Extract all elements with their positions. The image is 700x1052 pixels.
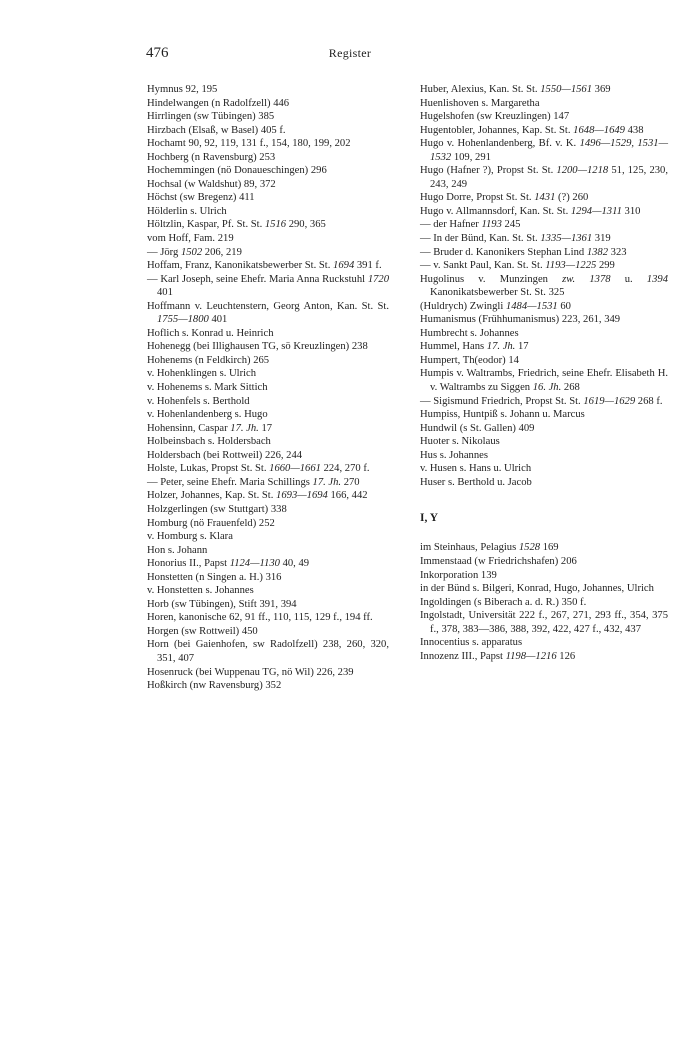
index-entry: Hugo v. Allmannsdorf, Kan. St. St. 1294—1311 310 [420, 205, 641, 217]
index-entry: Horgen (sw Rottweil) 450 [147, 625, 258, 637]
index-entry: Horb (sw Tübingen), Stift 391, 394 [147, 598, 297, 610]
index-entry: Hummel, Hans 17. Jh. 17 [420, 341, 529, 353]
index-entry: Hoflich s. Konrad u. Heinrich [147, 327, 274, 339]
index-entry: Ingoldingen (s Biberach a. d. R.) 350 f. [420, 596, 587, 608]
index-entry: Hoßkirch (nw Ravensburg) 352 [147, 680, 282, 692]
index-entry: Höltzlin, Kaspar, Pf. St. St. 1516 290, 365 [147, 219, 326, 231]
index-entry: — der Hafner 1193 245 [420, 219, 521, 231]
index-entry: Hon s. Johann [147, 544, 208, 556]
index-entry: Hoffam, Franz, Kanonikatsbewerber St. St. 1694 391 f. [147, 260, 382, 272]
index-entry: Hugelshofen (sw Kreuzlingen) 147 [420, 111, 570, 123]
index-entry: — Karl Joseph, seine Ehefr. Maria Anna Ruckstuhl 1720 401 [147, 273, 389, 299]
index-entry: in der Bünd s. Bilgeri, Konrad, Hugo, Johannes, Ulrich [420, 583, 654, 595]
index-entry: Hugolinus v. Munzingen zw. 1378 u. 1394 Kanonikatsbewerber St. St. 325 [420, 273, 668, 299]
index-entry: Hohensinn, Caspar 17. Jh. 17 [147, 422, 273, 434]
index-entry: Hochemmingen (nö Donaueschingen) 296 [147, 165, 327, 177]
index-entry: — Bruder d. Kanonikers Stephan Lind 1382 323 [420, 246, 627, 258]
index-entry: v. Hohenfels s. Berthold [147, 395, 250, 407]
index-entry: Hugo (Hafner ?), Propst St. St. 1200—1218 51, 125, 230, 243, 249 [420, 165, 668, 190]
index-entry: v. Hohenlandenberg s. Hugo [147, 409, 268, 421]
index-entry: — Peter, seine Ehefr. Maria Schillings 17. Jh. 270 [147, 476, 360, 488]
index-entry: vom Hoff, Fam. 219 [147, 233, 234, 245]
index-entry: Hochberg (n Ravensburg) 253 [147, 151, 276, 163]
index-entry: v. Hohenems s. Mark Sittich [147, 382, 268, 394]
index-entry: v. Husen s. Hans u. Ulrich [420, 463, 532, 475]
index-entry: Holzer, Johannes, Kap. St. St. 1693—1694 166, 442 [147, 490, 368, 502]
index-entry: Hus s. Johannes [420, 449, 488, 461]
index-entry: — In der Bünd, Kan. St. St. 1335—1361 319 [420, 233, 611, 245]
index-entry: Huber, Alexius, Kan. St. St. 1550—1561 369 [420, 84, 611, 95]
index-entry: Hochsal (w Waldshut) 89, 372 [147, 178, 276, 190]
right-column-section-entries [420, 541, 668, 663]
index-entry: Inkorporation 139 [420, 569, 497, 581]
index-entry: Humpis v. Waltrambs, Friedrich, seine Ehefr. Elisabeth H. v. Waltrambs zu Siggen 16. Jh. 268 [420, 368, 668, 394]
index-entry: Hirrlingen (sw Tübingen) 385 [147, 111, 275, 123]
index-entry: Humpert, Th(eodor) 14 [420, 354, 519, 366]
index-entry: Immenstaad (w Friedrichshafen) 206 [420, 555, 577, 567]
index-entry: Hirzbach (Elsaß, w Basel) 405 f. [147, 124, 286, 136]
index-entry: Höchst (sw Bregenz) 411 [147, 192, 255, 204]
index-entry: Hohenems (n Feldkirch) 265 [147, 354, 270, 366]
index-entry: Hugo v. Hohenlandenberg, Bf. v. K. 1496—1529, 1531—1532 109, 291 [420, 138, 668, 163]
index-entry: v. Hohenklingen s. Ulrich [147, 368, 257, 380]
index-entry: Hoffmann v. Leuchtenstern, Georg Anton, Kan. St. St. 1755—1800 401 [147, 300, 389, 326]
index-entry: Huoter s. Nikolaus [420, 436, 500, 448]
index-entry: Hugo Dorre, Propst St. St. 1431 (?) 260 [420, 192, 589, 204]
index-entry: v. Homburg s. Klara [147, 531, 233, 543]
index-entry: — v. Sankt Paul, Kan. St. St. 1193—1225 299 [420, 260, 615, 272]
index-entry: — Jörg 1502 206, 219 [147, 246, 242, 258]
index-entry: Hölderlin s. Ulrich [147, 205, 227, 217]
index-entry: Horen, kanonische 62, 91 ff., 110, 115, 129 f., 194 ff. [147, 612, 373, 624]
index-entry: Hindelwangen (n Radolfzell) 446 [147, 97, 290, 109]
running-title: Register [328, 46, 372, 60]
left-column [147, 83, 389, 693]
index-entry: Ingolstadt, Universität 222 f., 267, 271, 293 ff., 354, 375 f., 378, 383—386, 388, 392, 422, 427 f., 432, 437 [420, 610, 668, 635]
index-entry: Hosenruck (bei Wuppenau TG, nö Wil) 226, 239 [147, 666, 354, 678]
index-entry: Humpiss, Huntpiß s. Johann u. Marcus [420, 409, 585, 421]
index-entry: (Huldrych) Zwingli 1484—1531 60 [420, 300, 571, 312]
section-heading: I, Y [420, 512, 439, 525]
index-entry: Hugentobler, Johannes, Kap. St. St. 1648—1649 438 [420, 124, 644, 136]
page-number: 476 [146, 45, 169, 61]
index-entry: Hohenegg (bei Illighausen TG, sö Kreuzlingen) 238 [147, 341, 368, 353]
right-column [420, 83, 668, 663]
index-entry: Holste, Lukas, Propst St. St. 1660—1661 224, 270 f. [147, 463, 370, 475]
index-entry: v. Honstetten s. Johannes [147, 585, 254, 597]
index-entry: Homburg (nö Frauenfeld) 252 [147, 517, 275, 529]
index-entry: Holzgerlingen (sw Stuttgart) 338 [147, 503, 287, 515]
index-entry: Innozenz III., Papst 1198—1216 126 [420, 650, 576, 662]
index-entry: Humanismus (Frühhumanismus) 223, 261, 349 [420, 314, 621, 326]
index-entry: Honstetten (n Singen a. H.) 316 [147, 571, 282, 583]
index-entry: — Sigismund Friedrich, Propst St. St. 1619—1629 268 f. [420, 395, 663, 407]
index-entry: Innocentius s. apparatus [420, 637, 523, 649]
index-entry: Holbeinsbach s. Holdersbach [147, 436, 271, 448]
index-entry: Holdersbach (bei Rottweil) 226, 244 [147, 449, 303, 461]
index-entry: Huenlishoven s. Margaretha [420, 97, 540, 109]
index-entry: Humbrecht s. Johannes [420, 327, 519, 339]
index-entry: Huser s. Berthold u. Jacob [420, 476, 532, 488]
index-entry: Horn (bei Gaienhofen, sw Radolfzell) 238, 260, 320, 351, 407 [147, 639, 389, 664]
index-entry: Hundwil (s St. Gallen) 409 [420, 422, 535, 434]
index-entry: Hochamt 90, 92, 119, 131 f., 154, 180, 199, 202 [147, 138, 351, 150]
index-entry: Hymnus 92, 195 [147, 84, 218, 95]
right-column-entries [420, 83, 668, 489]
index-entry: im Steinhaus, Pelagius 1528 169 [420, 542, 559, 554]
index-entry: Honorius II., Papst 1124—1130 40, 49 [147, 558, 310, 570]
